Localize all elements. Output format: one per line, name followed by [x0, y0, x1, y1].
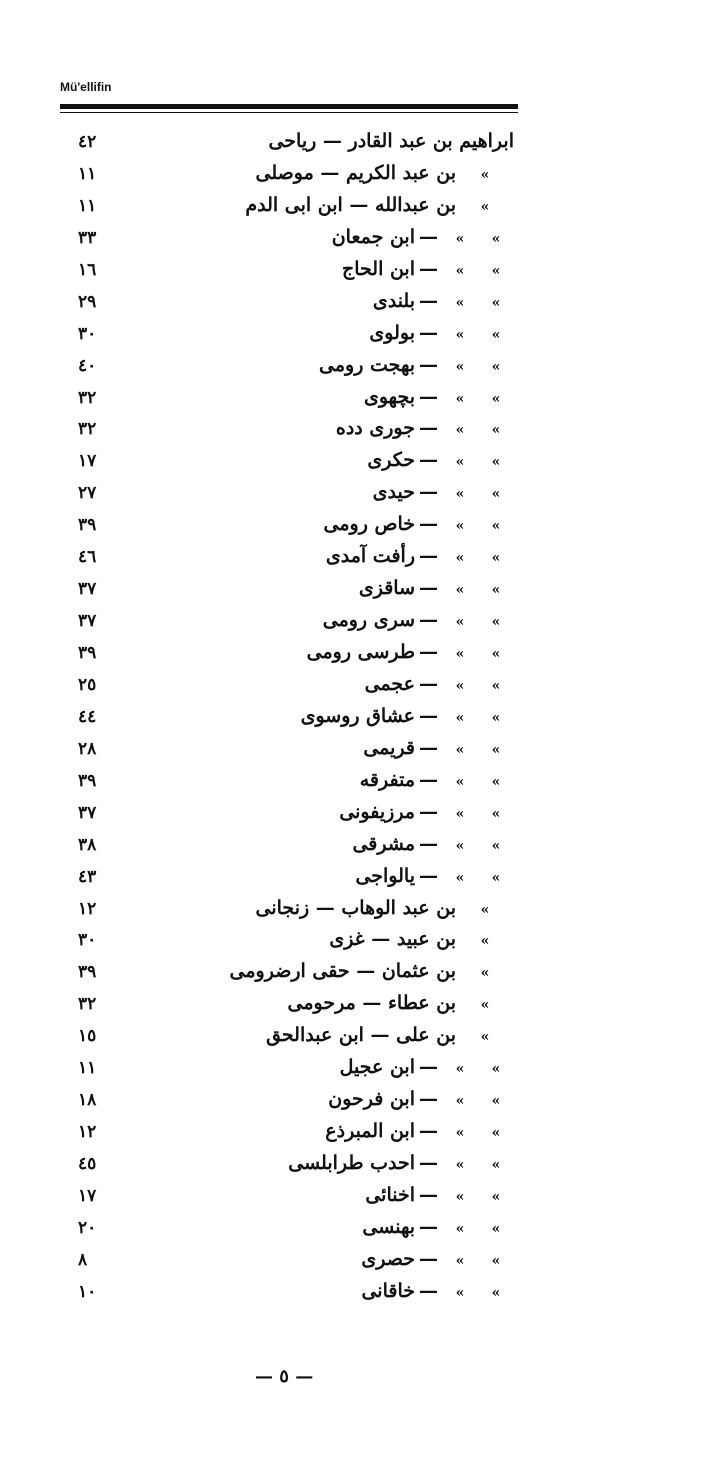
entry-name: ابن الحاج [341, 257, 415, 280]
page-ref: ٣٩ [78, 643, 97, 663]
index-entry [0, 160, 704, 192]
entry-name: بن عبد الكريم — موصلى [255, 161, 456, 184]
ditto-mark: » [491, 1284, 501, 1301]
ditto-mark: » [491, 741, 501, 758]
dash: — [419, 672, 438, 695]
ditto-mark: » [455, 390, 465, 407]
ditto-mark: » [491, 390, 501, 407]
page-ref: ٣٨ [78, 834, 97, 855]
entry-name: بن عبيد — غزى [329, 928, 456, 951]
ditto-mark: » [455, 614, 465, 631]
entry-name: عشاق روسوى [300, 704, 415, 727]
ditto-mark: » [491, 709, 501, 726]
dash: — [419, 1152, 438, 1174]
ditto-mark: » [491, 1093, 501, 1110]
entry-name: بچهوى [364, 385, 415, 408]
page-ref: ٤٥ [78, 1154, 97, 1174]
ditto-mark: » [455, 1093, 465, 1110]
index-entry [0, 1054, 704, 1086]
entry-name: رأفت آمدى [325, 545, 415, 568]
ditto-mark: » [491, 454, 501, 471]
dash: — [419, 832, 438, 855]
dash: — [419, 1056, 438, 1079]
ditto-mark: » [455, 1061, 465, 1078]
page-ref: ٣٢ [78, 387, 97, 408]
entry-text [288, 992, 514, 1014]
ditto-mark: » [455, 1125, 465, 1142]
entry-text [301, 705, 514, 727]
page-ref: ٣٩ [78, 515, 97, 536]
dash: — [419, 1247, 438, 1270]
entry-name: بهنسى [362, 1215, 415, 1238]
dash: — [419, 225, 438, 248]
index-entry [0, 1118, 704, 1150]
dash: — [419, 704, 438, 727]
index-entry [0, 479, 704, 511]
entry-name: بن عطاء — مرحومى [287, 992, 456, 1015]
dash: — [419, 385, 438, 408]
dash: — [419, 449, 438, 472]
entry-text [352, 833, 514, 855]
entry-name: مرزيفونى [339, 800, 415, 823]
entry-name: خاقانى [361, 1279, 415, 1302]
page-ref: ١٧ [78, 1185, 97, 1206]
entry-text [268, 130, 514, 152]
page-ref: ٢٥ [78, 674, 97, 695]
ditto-mark: » [491, 1220, 501, 1237]
entry-text [256, 162, 514, 184]
page-ref: ٤٠ [78, 355, 97, 376]
entry-name: بولوى [369, 321, 415, 344]
index-entry [0, 1182, 704, 1214]
page-ref: ١١ [78, 163, 97, 184]
entry-text [324, 513, 514, 535]
dash: — [419, 1183, 438, 1206]
ditto-mark: » [491, 614, 501, 631]
dash: — [419, 321, 438, 344]
index-entry [0, 895, 704, 927]
page-ref: ٣٣ [78, 227, 97, 248]
entry-name: بن عبد الوهاب — زنجانى [255, 896, 456, 919]
page-ref: ٣٢ [78, 994, 97, 1015]
index-entry [0, 607, 704, 639]
entry-name: بهجت رومى [319, 353, 415, 376]
entry-name: بن عثمان — حقى ارضرومى [229, 960, 456, 983]
dash: — [419, 1215, 438, 1238]
entry-name: سرى رومى [322, 609, 415, 632]
ditto-mark: » [491, 326, 501, 343]
ditto-mark: » [455, 422, 465, 439]
entry-name: متفرقه [359, 768, 415, 791]
index-entry [0, 192, 704, 224]
entry-name: مشرقى [352, 832, 415, 855]
entry-text [361, 1248, 514, 1270]
ditto-mark: » [491, 646, 501, 662]
entry-text [359, 577, 514, 599]
ditto-mark: » [455, 518, 465, 535]
index-entry [0, 352, 704, 384]
index-entry [0, 1278, 704, 1310]
page-ref: ٣٠ [78, 930, 97, 951]
entry-text [328, 1088, 514, 1110]
entry-name: ابن عجيل [339, 1056, 415, 1079]
entry-text [362, 1216, 514, 1238]
page-ref: ٣٩ [78, 962, 97, 983]
ditto-mark: » [455, 582, 465, 599]
entry-text [256, 897, 514, 919]
ditto-mark: » [455, 262, 465, 279]
index-entry [0, 320, 704, 352]
index-entry [0, 990, 704, 1022]
entry-text [323, 609, 514, 631]
page-ref: ٣٧ [78, 579, 97, 600]
entry-name: خاص رومى [323, 513, 415, 536]
entry-name: ابن المبرذع [325, 1120, 415, 1143]
entry-name: بلندى [372, 289, 415, 312]
ditto-mark: » [455, 677, 465, 694]
entry-text [307, 641, 514, 663]
entry-name: عجمى [364, 672, 415, 695]
entry-text [367, 449, 514, 471]
entry-name: طرسى رومى [306, 641, 415, 663]
ditto-mark: » [491, 1188, 501, 1205]
index-entry [0, 128, 704, 160]
entry-text [364, 386, 514, 408]
ditto-mark: » [455, 805, 465, 822]
entry-name: بن على — ابن عبدالحق [266, 1024, 456, 1047]
page-ref: ٣٩ [78, 770, 97, 791]
ditto-mark: » [455, 358, 465, 375]
index-entry [0, 447, 704, 479]
page-ref: ١٢ [78, 1122, 97, 1143]
index-entry [0, 831, 704, 863]
ditto-mark: » [455, 741, 465, 758]
entry-name: حيدى [372, 481, 415, 504]
index-entry [0, 224, 704, 256]
page-ref: ١٠ [78, 1281, 97, 1302]
header-rule-thick [60, 104, 518, 109]
ditto-mark: » [455, 773, 465, 790]
running-header: Mü'ellifin [60, 80, 112, 94]
entry-name: قريمى [363, 736, 415, 759]
index-entry [0, 671, 704, 703]
page-ref: ٤٤ [78, 706, 97, 727]
dash: — [419, 864, 438, 887]
entry-text [360, 769, 514, 791]
entry-text [332, 226, 514, 248]
ditto-mark: » [455, 646, 465, 662]
index-entry [0, 575, 704, 607]
entry-text [339, 801, 514, 823]
ditto-mark: » [480, 901, 490, 918]
entry-text [266, 1024, 514, 1046]
dash: — [419, 641, 438, 663]
page-ref: ٨ [78, 1249, 88, 1270]
ditto-mark: » [455, 1188, 465, 1205]
index-entry [0, 767, 704, 799]
ditto-mark: » [491, 837, 501, 854]
entry-text [355, 865, 514, 887]
dash: — [419, 1279, 438, 1302]
ditto-mark: » [491, 358, 501, 375]
ditto-mark: » [491, 677, 501, 694]
page-number: — ٥ — [255, 1366, 314, 1387]
entry-text [342, 258, 514, 280]
entry-text [319, 354, 514, 376]
ditto-mark: » [491, 550, 501, 567]
page-ref: ٣٧ [78, 802, 97, 823]
entry-name: حكرى [367, 449, 415, 472]
entry-text [340, 1056, 514, 1078]
page-ref: ٢٠ [78, 1217, 97, 1238]
entry-text [365, 673, 514, 695]
entry-text [365, 1184, 514, 1206]
entry-name: جورى دده [335, 417, 415, 440]
entry-text [329, 928, 514, 950]
ditto-mark: » [491, 422, 501, 439]
index-entry [0, 288, 704, 320]
entry-name: ابراهيم بن عبد القادر — رياحى [268, 130, 514, 152]
page-ref: ١٦ [78, 259, 97, 280]
ditto-mark: » [491, 1125, 501, 1142]
entry-text [369, 322, 514, 344]
ditto-mark: » [455, 1252, 465, 1269]
page-ref: ٣٢ [78, 419, 97, 440]
index-entry [0, 1022, 704, 1054]
dash: — [419, 768, 438, 791]
entry-name: ساقزى [358, 577, 415, 600]
page-ref: ٢٩ [78, 291, 97, 312]
index-entry [0, 639, 704, 671]
ditto-mark: » [491, 805, 501, 822]
page-ref: ٢٧ [78, 483, 97, 504]
entry-text [361, 1280, 514, 1302]
index-entry [0, 1246, 704, 1278]
dash: — [419, 609, 438, 632]
entry-name: احدب طرابلسى [288, 1152, 415, 1174]
entry-name: ابن جمعان [331, 225, 415, 248]
index-entry [0, 1214, 704, 1246]
index-entry [0, 1150, 704, 1182]
index-entry [0, 415, 704, 447]
ditto-mark: » [455, 454, 465, 471]
entry-text [326, 545, 514, 567]
ditto-mark: » [455, 230, 465, 247]
entry-text [230, 960, 514, 982]
ditto-mark: » [455, 550, 465, 567]
ditto-mark: » [455, 486, 465, 503]
page-ref: ١١ [78, 1058, 97, 1079]
dash: — [419, 289, 438, 312]
ditto-mark: » [491, 1157, 501, 1173]
dash: — [419, 417, 438, 440]
ditto-mark: » [455, 326, 465, 343]
dash: — [419, 513, 438, 536]
ditto-mark: » [480, 198, 490, 215]
dash: — [419, 353, 438, 376]
ditto-mark: » [491, 582, 501, 599]
page-ref: ٣٠ [78, 323, 97, 344]
ditto-mark: » [480, 933, 490, 950]
header-rule-thin [60, 112, 518, 113]
entry-text [325, 1120, 514, 1142]
index-entry [0, 799, 704, 831]
entry-name: ابن فرحون [328, 1088, 415, 1111]
page-ref: ٣٧ [78, 611, 97, 632]
ditto-mark: » [480, 997, 490, 1014]
ditto-mark: » [491, 486, 501, 503]
ditto-mark: » [491, 230, 501, 247]
ditto-mark: » [491, 1252, 501, 1269]
page-ref: ١١ [78, 195, 97, 216]
index-entry [0, 703, 704, 735]
dash: — [419, 545, 438, 568]
page-ref: ٤٣ [78, 866, 97, 887]
ditto-mark: » [455, 1284, 465, 1301]
entry-text [373, 290, 514, 312]
page-ref: ١٨ [78, 1090, 97, 1111]
entry-name: بن عبدالله — ابن ابى الدم [245, 193, 456, 216]
ditto-mark: » [480, 965, 490, 982]
ditto-mark: » [480, 166, 490, 183]
dash: — [419, 1088, 438, 1111]
entry-text [336, 417, 514, 439]
ditto-mark: » [455, 1157, 465, 1173]
dash: — [419, 481, 438, 504]
ditto-mark: » [455, 1220, 465, 1237]
ditto-mark: » [491, 1061, 501, 1078]
entry-text [288, 1152, 514, 1174]
page-ref: ١٢ [78, 898, 97, 919]
page-ref: ١٥ [78, 1026, 97, 1047]
dash: — [419, 736, 438, 759]
index-entry [0, 735, 704, 767]
index-list [0, 128, 704, 1310]
index-entry [0, 511, 704, 543]
ditto-mark: » [455, 709, 465, 726]
dash: — [419, 800, 438, 823]
ditto-mark: » [455, 837, 465, 854]
ditto-mark: » [455, 869, 465, 886]
entry-text [373, 481, 514, 503]
dash: — [419, 257, 438, 280]
page-ref: ٤٦ [78, 547, 97, 568]
entry-name: اخنائى [365, 1183, 415, 1206]
entry-text [363, 737, 514, 759]
index-entry [0, 863, 704, 895]
entry-name: حصرى [361, 1247, 415, 1270]
ditto-mark: » [455, 294, 465, 311]
dash: — [419, 1120, 438, 1143]
index-entry [0, 926, 704, 958]
ditto-mark: » [491, 262, 501, 279]
index-entry [0, 384, 704, 416]
ditto-mark: » [491, 518, 501, 535]
page-ref: ٤٢ [78, 132, 97, 152]
index-entry [0, 543, 704, 575]
entry-name: يالواجى [355, 864, 415, 887]
page-ref: ٢٨ [78, 738, 97, 759]
index-entry [0, 256, 704, 288]
ditto-mark: » [491, 294, 501, 311]
ditto-mark: » [491, 869, 501, 886]
index-entry [0, 1086, 704, 1118]
index-entry [0, 958, 704, 990]
dash: — [419, 577, 438, 600]
page-ref: ١٧ [78, 451, 97, 472]
entry-text [245, 194, 514, 216]
ditto-mark: » [491, 773, 501, 790]
ditto-mark: » [480, 1029, 490, 1046]
